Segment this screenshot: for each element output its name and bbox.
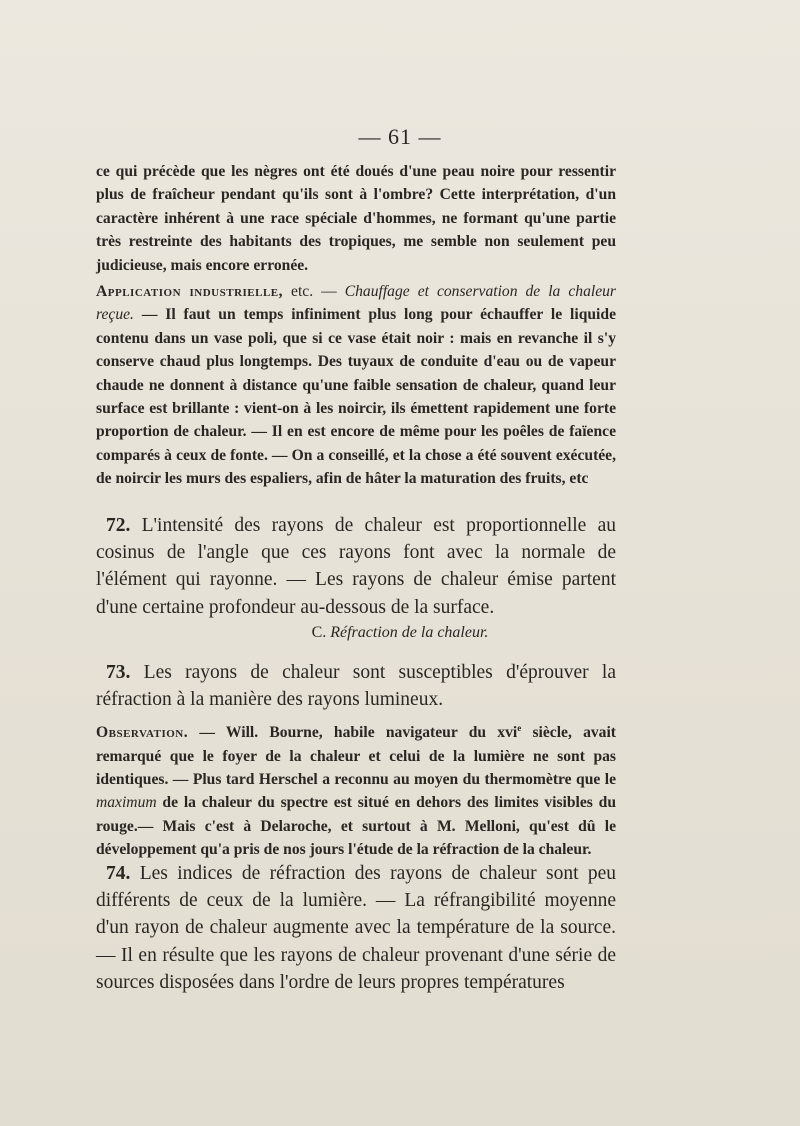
observation-paragraph: [96, 717, 616, 862]
application-body: — Il faut un temps infiniment plus long pour échauffer le liquide contenu dans un vase poli, que si ce vase était noir : mais en revanche il s'y conserve chaud plus longtemps. Des tuyaux de conduite d'eau ou de vapeur chaude ne donnent à distance qu'une faible sensation de chaleur, quand leur surface est brillante : vient-on à les noircir, ils émettent rapidement une forte proportion de chaleur. — Il en est encore de même pour les poêles de faïence comparés à ceux de fonte. — On a conseillé, et la chose a été souvent exécutée, de noircir les murs des espaliers, afin de hâter la maturation des fruits, etc: [96, 306, 616, 488]
paragraph-74-text: Les indices de réfraction des rayons de chaleur sont peu différents de ceux de la lumière. — La réfrangibilité moyenne d'un rayon de chaleur augmente avec la température de la source. — Il en résulte que les rayons de chaleur provenant d'une série de sources disposées dans l'ordre de leurs propres températures: [96, 863, 616, 993]
paragraph-74-number: 74.: [106, 863, 131, 884]
paragraph-73-text: Les rayons de chaleur sont susceptibles d'éprouver la réfraction à la manière des rayons lumineux.: [96, 662, 616, 711]
application-etc: etc. —: [283, 283, 345, 300]
observation-maximum: maximum: [96, 794, 157, 812]
page-number: — 61 —: [358, 124, 442, 149]
application-title: Chauffage et conservation de la chaleur reçue.: [96, 283, 616, 324]
industrial-application-paragraph: [96, 280, 616, 491]
paragraph-73: [96, 659, 616, 713]
paragraph-74: [96, 860, 616, 996]
observation-text-3: de la chaleur du spectre est situé en dehors des limites visibles du rouge.— Mais c'est à Delaroche, et surtout à M. Melloni, qu'est dû le développement qu'a pris de nos jours l'étude de la réfraction de la chaleur.: [96, 794, 616, 859]
paragraph-72-text: L'intensité des rayons de chaleur est proportionnelle au cosinus de l'angle que ces rayons font avec la normale de l'élément qui rayonne. — Les rayons de chaleur émise partent d'une certaine profondeur au-dessous de la surface.: [96, 515, 616, 618]
paragraph-73-number: 73.: [106, 662, 131, 683]
intro-paragraph: ce qui précède que les nègres ont été doués d'une peau noire pour ressentir plus de fraîcheur pendant qu'ils sont à l'ombre? Cette interprétation, d'un caractère inhérent à une race spéciale d'hommes, ne formant qu'une partie très restreinte des habitants des tropiques, me semble non seulement peu judicieuse, mais encore erronée.: [96, 163, 616, 274]
paragraph-72: [96, 512, 616, 621]
observation-text-1: — Will. Bourne, habile navigateur du xvi: [188, 724, 518, 742]
section-letter: C.: [311, 624, 327, 641]
section-title: Réfraction de la chaleur.: [330, 624, 489, 641]
section-heading: [0, 624, 800, 642]
paragraph-72-number: 72.: [106, 515, 131, 536]
observation-superscript: e: [517, 723, 522, 733]
observation-heading: Observation.: [96, 724, 189, 742]
observation-text-2: siècle, avait remarqué que le foyer de la chaleur et celui de la lumière ne sont pas identiques. — Plus tard Herschel a reconnu au moyen du thermomètre que le: [96, 724, 616, 788]
application-heading: Application industrielle,: [96, 283, 284, 300]
